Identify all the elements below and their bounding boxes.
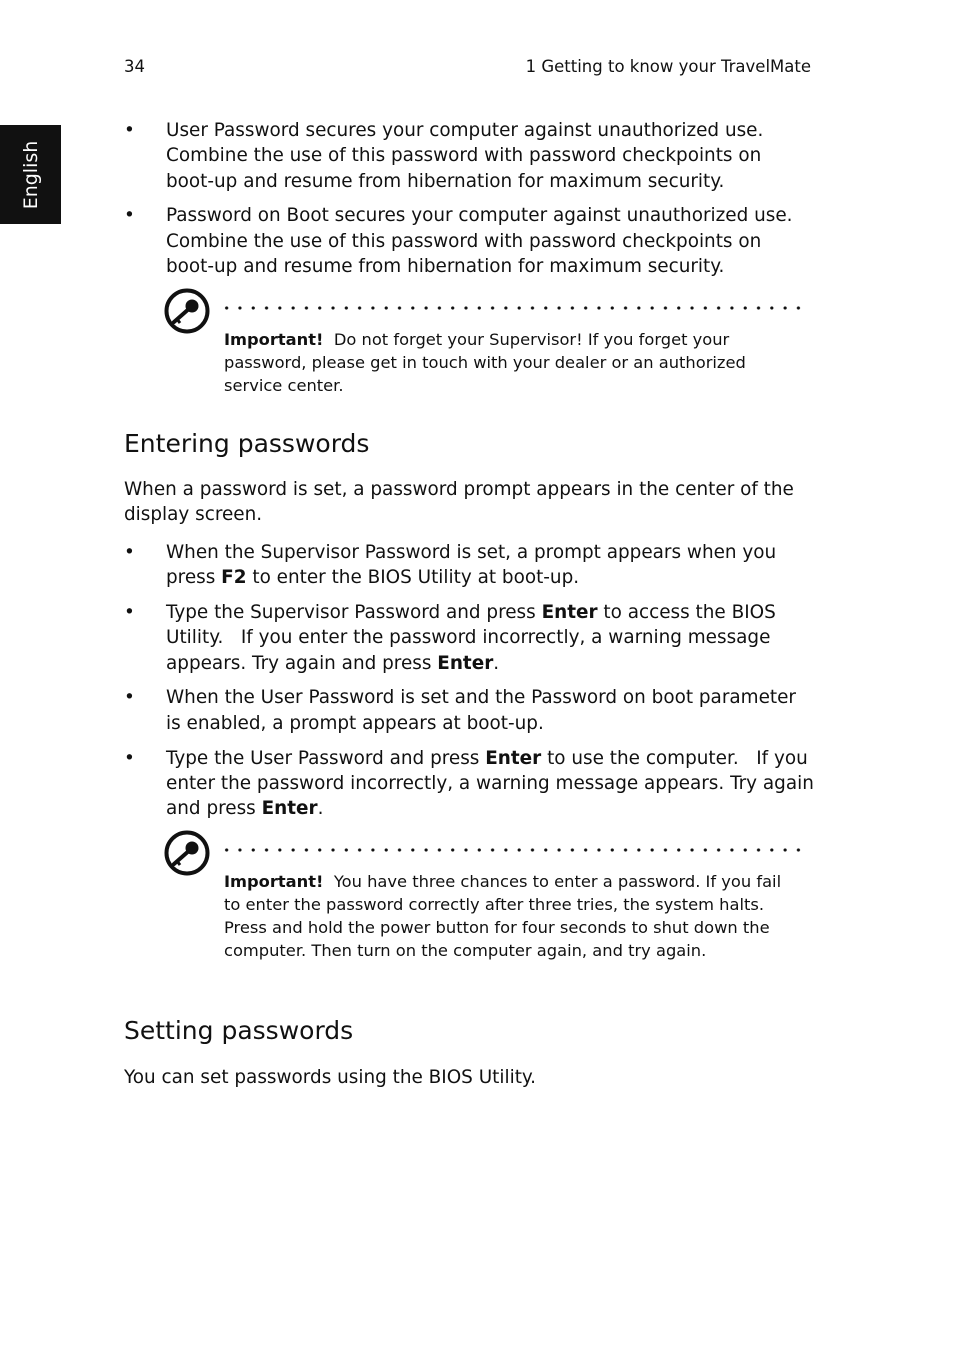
text-run: to enter the BIOS Utility at boot-up. (246, 567, 580, 589)
key-name: Enter (437, 652, 494, 674)
key-name: Enter (541, 602, 598, 624)
important-note (164, 830, 806, 990)
key-name: Enter (485, 747, 542, 769)
text-run: Type the Supervisor Password and press (166, 602, 542, 624)
note-label: Important! (224, 872, 324, 891)
key-icon (164, 830, 210, 876)
intro-bullet-list (124, 118, 814, 289)
note-divider (220, 306, 806, 310)
list-item (124, 685, 814, 736)
key-icon (164, 288, 210, 334)
note-text (224, 328, 789, 397)
list-item-text: User Password secures your computer against unauthorized use. Combine the use of this password with password checkpoints on boot-up and resume from hibernation for maximum security. (166, 120, 764, 192)
text-run: Type the User Password and press (166, 747, 486, 769)
entering-bullet-list (124, 540, 820, 831)
language-tab-label: English (19, 140, 42, 209)
text-run: to access the BIOS Utility. If you enter the password incorrectly, a warning message appears. Try again and press (166, 602, 782, 674)
list-item (124, 600, 814, 676)
list-item (124, 746, 820, 822)
note-divider (220, 848, 806, 852)
bullet: • (124, 205, 135, 227)
list-item (124, 118, 814, 194)
list-item-text: Password on Boot secures your computer against unauthorized use. Combine the use of this password with password checkpoints on boot-up and resume from hibernation for maximum security. (166, 205, 793, 277)
key-name: F2 (221, 567, 247, 589)
bullet: • (124, 747, 135, 769)
important-note (164, 288, 806, 403)
section-title: Entering passwords (124, 429, 370, 458)
note-body: Do not forget your Supervisor! If you forget your password, please get in touch with your dealer or an authorized service center. (224, 330, 746, 395)
bullet: • (124, 542, 135, 563)
text-run: When the User Password is set and the Password on boot parameter is enabled, a prompt appears at boot-up. (166, 687, 796, 734)
note-label: Important! (224, 330, 324, 349)
key-name: Enter (261, 798, 318, 820)
language-tab (0, 125, 61, 224)
bullet: • (124, 687, 135, 709)
note-body: You have three chances to enter a password. If you fail to enter the password correctly after three tries, the system halts. Press and hold the power button for four seconds to shut down the computer. Then turn on the computer again, and try again. (224, 872, 782, 960)
list-item (124, 540, 814, 591)
paragraph: You can set passwords using the BIOS Utility. (124, 1067, 537, 1088)
text-run: When the Supervisor Password is set, a prompt appears when you press (166, 542, 777, 589)
bullet: • (124, 602, 135, 624)
paragraph: When a password is set, a password prompt appears in the center of the display screen. (124, 479, 794, 526)
running-title: 1 Getting to know your TravelMate (525, 57, 811, 76)
text-run: . (493, 652, 500, 674)
text-run: . (317, 798, 324, 820)
bullet: • (124, 120, 135, 141)
text-run: to use the computer. If you enter the password incorrectly, a warning message appears. Try again and press (166, 747, 820, 820)
page-number: 34 (124, 57, 145, 76)
note-text (224, 870, 789, 962)
list-item (124, 203, 814, 279)
section-title: Setting passwords (124, 1016, 354, 1045)
